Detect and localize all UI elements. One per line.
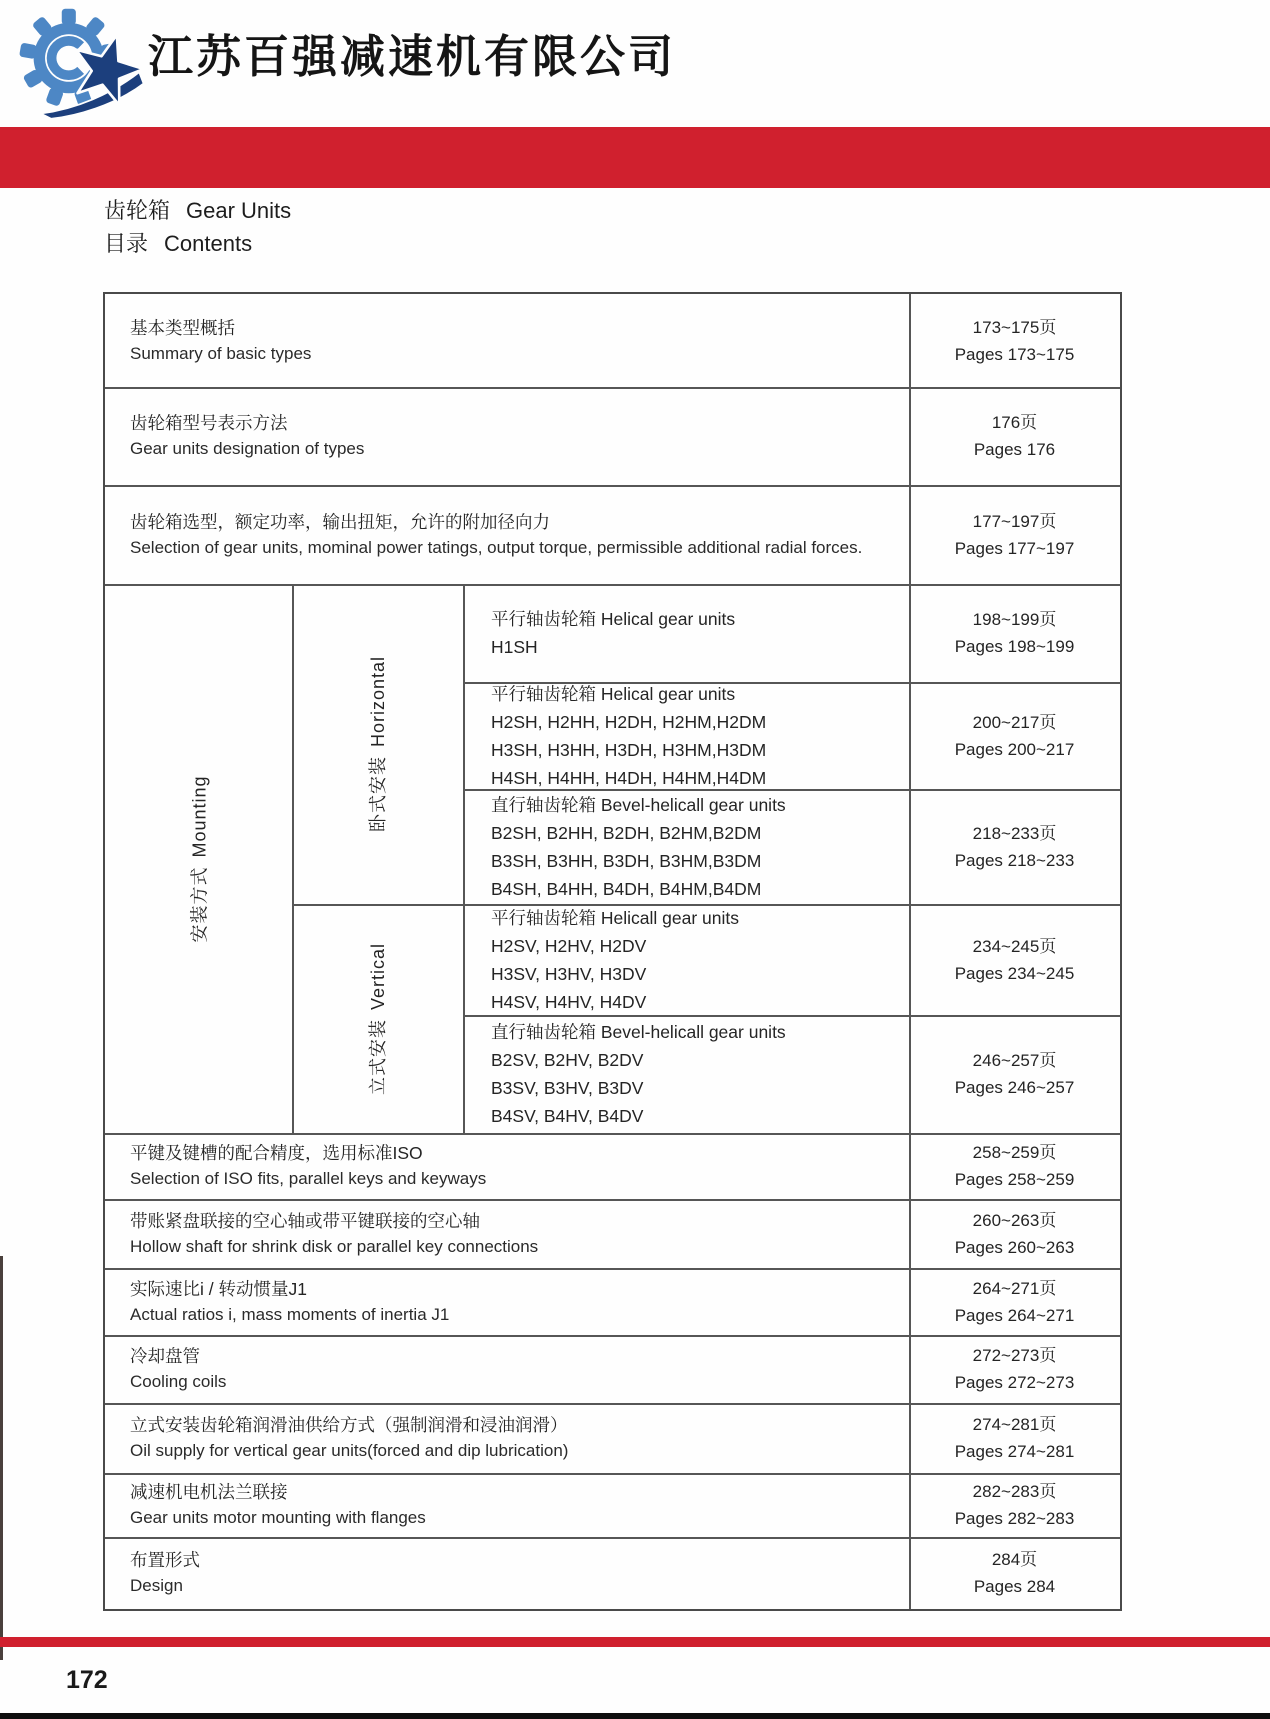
gear-unit-line: B2SV, B2HV, B2DV [491,1050,644,1070]
toc-row [105,1199,909,1268]
gear-unit-line: 直行轴齿轮箱 Bevel-helicall gear units [491,794,786,815]
toc-row [105,1133,909,1199]
page-range-zh: 234~245页 [972,936,1057,956]
vertical-label-en: Vertical [368,942,389,1010]
toc-row [105,387,909,485]
page-range-zh: 284页 [991,1550,1038,1569]
toc-row-title-zh: 基本类型概括 [130,317,235,338]
toc-row-title-en: Selection of gear units, mominal power tatings, output torque, permissible additional radial forces. [130,537,863,557]
page-range-en: Pages 260~263 [954,1237,1075,1257]
toc-row-title-zh: 减速机电机法兰联接 [130,1482,288,1502]
gear-unit-line: B2SH, B2HH, B2DH, B2HM,B2DM [491,822,762,843]
toc-row-title-zh: 冷却盘管 [130,1346,200,1366]
toc-subrow [463,789,909,904]
gear-unit-line: B3SV, B3HV, B3DV [491,1078,644,1098]
toc-row-title-en: Oil supply for vertical gear units(forced and dip lubrication) [130,1441,569,1460]
page-range-zh: 198~199页 [972,610,1057,629]
gear-unit-line: H2SH, H2HH, H2DH, H2HM,H2DM [491,711,767,732]
horizontal-label-zh: 卧式安装 [368,756,389,833]
toc-row [105,485,909,584]
page-range-en: Pages 234~245 [954,963,1075,983]
page-titles [104,194,291,260]
toc-row [105,1537,909,1609]
page-range-en: Pages 258~259 [954,1170,1075,1189]
page-range-en: Pages 173~175 [954,344,1075,364]
gear-unit-line: H4SH, H4HH, H4DH, H4HM,H4DM [491,767,767,788]
toc-row-title-en: Gear units designation of types [130,439,365,458]
toc-row-pages [909,387,1120,485]
page-range-zh: 260~263页 [972,1210,1057,1230]
page-range-en: Pages 272~273 [954,1373,1075,1392]
page-range-en: Pages 284 [973,1577,1056,1596]
page-range-en: Pages 177~197 [954,538,1075,558]
horizontal-label-cell [292,584,463,904]
toc-row-title-en: Summary of basic types [130,343,312,363]
footer-black-bar [0,1713,1270,1719]
page-range-en: Pages 264~271 [954,1305,1075,1325]
toc-row-pages [909,1403,1120,1473]
gear-unit-line: H4SV, H4HV, H4DV [491,991,647,1012]
toc-row-title-zh: 布置形式 [130,1550,200,1570]
page-title-zh: 齿轮箱 [104,198,171,223]
gear-unit-line: H3SV, H3HV, H3DV [491,963,647,984]
toc-row-title-en: Selection of ISO fits, parallel keys and keyways [130,1169,487,1188]
toc-row-title-en: Actual ratios i, mass moments of inertia J1 [130,1304,450,1324]
toc-row-pages [909,1473,1120,1537]
toc-row-title-en: Hollow shaft for shrink disk or parallel key connections [130,1236,539,1256]
gear-unit-line: B4SV, B4HV, B4DV [491,1106,644,1126]
horizontal-label-en: Horizontal [368,655,389,748]
mounting-label-zh: 安装方式 [189,866,210,943]
toc-row-title-zh: 齿轮箱选型，额定功率，输出扭矩，允许的附加径向力 [130,511,550,532]
toc-row-title-zh: 实际速比i / 转动惯量J1 [130,1278,307,1299]
toc-row-pages [909,294,1120,387]
page-range-zh: 176页 [991,413,1038,432]
page-range-zh: 258~259页 [972,1143,1057,1162]
page-range-zh: 173~175页 [972,317,1057,337]
page-range-en: Pages 176 [973,440,1056,459]
toc-subrow-pages [909,789,1120,904]
gear-unit-line: 平行轴齿轮箱 Helicall gear units [491,907,739,928]
footer-red-rule [0,1637,1270,1647]
scan-edge-artifact [0,1256,3,1660]
toc-row-title-en: Design [130,1576,183,1595]
page-range-en: Pages 274~281 [954,1442,1075,1461]
toc-row-pages [909,1133,1120,1199]
toc-row-title-zh: 带账紧盘联接的空心轴或带平键联接的空心轴 [130,1210,480,1231]
toc-row-pages [909,485,1120,584]
toc-subrow [463,584,909,682]
toc-table [103,292,1122,1611]
company-name: 江苏百强减速机有限公司 [148,31,677,82]
toc-subrow-pages [909,1015,1120,1133]
toc-subrow [463,1015,909,1133]
page-range-en: Pages 200~217 [954,739,1075,759]
toc-subrow [463,682,909,789]
toc-subrow-pages [909,682,1120,789]
vertical-label [365,942,391,1094]
page-range-zh: 282~283页 [972,1482,1057,1501]
page-range-en: Pages 218~233 [954,850,1075,870]
header-red-band [0,127,1270,188]
page-number: 172 [66,1666,108,1694]
page-range-zh: 272~273页 [972,1346,1057,1365]
gear-unit-line: B4SH, B4HH, B4DH, B4HM,B4DM [491,878,762,899]
page-range-zh: 264~271页 [972,1278,1057,1298]
gear-unit-line: H1SH [491,637,538,657]
page-range-zh: 246~257页 [972,1051,1057,1070]
horizontal-label [365,656,391,832]
gear-star-logo-icon [16,2,148,122]
page-title [104,194,291,227]
page-range-zh: 274~281页 [972,1415,1057,1434]
page-subtitle [104,227,291,260]
page-range-en: Pages 198~199 [954,637,1075,656]
toc-row-title-en: Cooling coils [130,1372,227,1391]
toc-row-pages [909,1199,1120,1268]
mounting-label-en: Mounting [189,774,210,858]
vertical-label-cell [292,904,463,1133]
toc-row [105,1268,909,1335]
toc-row-title-zh: 立式安装齿轮箱润滑油供给方式（强制润滑和浸油润滑） [130,1415,568,1435]
page-subtitle-zh: 目录 [104,231,149,256]
toc-row [105,1403,909,1473]
gear-unit-line: 直行轴齿轮箱 Bevel-helicall gear units [491,1022,786,1042]
toc-row [105,1473,909,1537]
toc-subrow [463,904,909,1015]
gear-unit-line: H3SH, H3HH, H3DH, H3HM,H3DM [491,739,767,760]
gear-unit-line: 平行轴齿轮箱 Helical gear units [491,683,736,704]
page-range-zh: 177~197页 [972,511,1057,531]
gear-unit-line: 平行轴齿轮箱 Helical gear units [491,609,736,629]
page-range-en: Pages 282~283 [954,1509,1075,1528]
vertical-label-zh: 立式安装 [368,1018,389,1095]
page-subtitle-en: Contents [164,231,253,256]
gear-unit-line: B3SH, B3HH, B3DH, B3HM,B3DM [491,850,762,871]
toc-subrow-pages [909,904,1120,1015]
toc-row [105,294,909,387]
mounting-label [186,775,212,942]
page-title-en: Gear Units [186,198,292,223]
page-range-en: Pages 246~257 [954,1078,1075,1097]
gear-unit-line: H2SV, H2HV, H2DV [491,935,647,956]
toc-row-pages [909,1268,1120,1335]
page-range-zh: 218~233页 [972,823,1057,843]
page-range-zh: 200~217页 [972,712,1057,732]
toc-row [105,1335,909,1403]
toc-row-pages [909,1537,1120,1609]
mounting-label-cell [105,584,292,1133]
toc-row-title-en: Gear units motor mounting with flanges [130,1508,426,1527]
toc-row-pages [909,1335,1120,1403]
toc-row-title-zh: 平键及键槽的配合精度，选用标准ISO [130,1143,423,1163]
toc-subrow-pages [909,584,1120,682]
toc-row-title-zh: 齿轮箱型号表示方法 [130,413,288,433]
